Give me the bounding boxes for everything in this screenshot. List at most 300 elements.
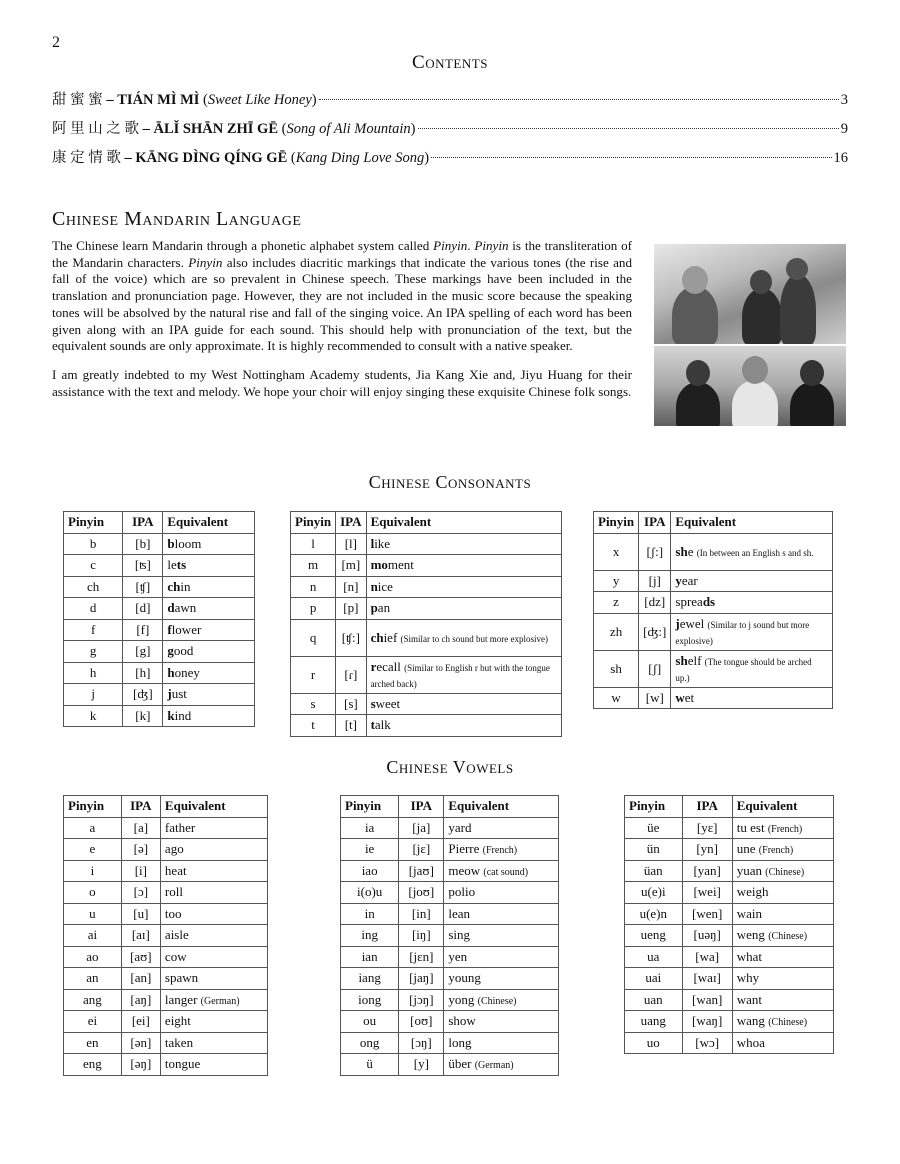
ipa-cell: [waŋ] bbox=[682, 1011, 732, 1033]
equivalent-word: yen bbox=[448, 948, 468, 964]
equivalent-cell bbox=[366, 656, 561, 693]
intro-paragraph-2: I am greatly indebted to my West Nottingham Academy students, Jia Kang Xie and, Jiyu Huang for their assistance with the text and melody. We hope your choir will enjoy singing these exquisite Chinese folk songs. bbox=[52, 366, 632, 399]
equivalent-cell bbox=[732, 968, 833, 990]
equivalent-word: weigh bbox=[736, 884, 769, 900]
table-header-row bbox=[341, 796, 559, 818]
equivalent-rest: ood bbox=[173, 643, 194, 659]
column-header: Pinyin bbox=[594, 512, 639, 534]
equivalent-note: (The tongue should be arched up.) bbox=[675, 656, 812, 683]
equivalent-cell bbox=[366, 576, 561, 598]
pinyin-cell: ou bbox=[341, 1011, 399, 1033]
pinyin-cell: sh bbox=[594, 650, 639, 687]
table-row bbox=[291, 715, 562, 737]
ipa-cell: [uəŋ] bbox=[682, 925, 732, 947]
equivalent-rest: oney bbox=[174, 664, 200, 680]
toc-chinese: 阿 里 山 之 歌 bbox=[52, 121, 139, 137]
ipa-cell: [ʃ:] bbox=[639, 533, 671, 570]
toc-page: 16 bbox=[833, 150, 848, 166]
ipa-cell: [ei] bbox=[121, 1011, 160, 1033]
consonants-table-1 bbox=[63, 511, 255, 727]
pinyin-cell: q bbox=[291, 619, 336, 656]
table-row bbox=[64, 1032, 268, 1054]
text-run: . bbox=[467, 238, 475, 253]
equivalent-word: want bbox=[736, 991, 763, 1007]
equivalent-cell bbox=[444, 946, 559, 968]
equivalent-note: (German) bbox=[474, 1060, 514, 1072]
photo-head bbox=[682, 266, 708, 294]
ipa-cell: [əŋ] bbox=[121, 1054, 160, 1076]
equivalent-cell bbox=[732, 817, 833, 839]
equivalent-word: yard bbox=[448, 819, 472, 835]
equivalent-cell bbox=[732, 860, 833, 882]
pinyin-cell: üan bbox=[625, 860, 683, 882]
equivalent-bold: j bbox=[675, 615, 680, 631]
ipa-cell: [ə] bbox=[121, 839, 160, 861]
equivalent-note: (Chinese) bbox=[765, 866, 805, 878]
equivalent-rest: ice bbox=[377, 578, 393, 594]
ipa-cell: [f] bbox=[123, 619, 163, 641]
equivalent-word: cow bbox=[164, 948, 187, 964]
consonants-title: Chinese Consonants bbox=[368, 472, 532, 492]
equivalent-rest: ewel bbox=[679, 615, 705, 631]
equivalent-bold: d bbox=[167, 600, 175, 616]
toc-leader bbox=[418, 128, 839, 129]
equivalent-word: father bbox=[164, 819, 196, 835]
pinyin-cell: ua bbox=[625, 946, 683, 968]
equivalent-cell bbox=[444, 817, 559, 839]
equivalent-bold: ch bbox=[370, 629, 384, 645]
ipa-cell: [ɔ] bbox=[121, 882, 160, 904]
pinyin-cell: en bbox=[64, 1032, 122, 1054]
equivalent-cell bbox=[160, 860, 267, 882]
ipa-cell: [ɔŋ] bbox=[399, 1032, 444, 1054]
column-header: IPA bbox=[336, 512, 366, 534]
intro-paragraph-1 bbox=[52, 238, 632, 355]
pinyin-cell: uang bbox=[625, 1011, 683, 1033]
equivalent-cell bbox=[160, 903, 267, 925]
table-row bbox=[64, 555, 255, 577]
toc-page: 9 bbox=[840, 121, 848, 137]
table-row bbox=[291, 656, 562, 693]
equivalent-cell bbox=[160, 946, 267, 968]
pinyin-cell: ong bbox=[341, 1032, 399, 1054]
ipa-cell: [an] bbox=[121, 968, 160, 990]
pinyin-cell: uan bbox=[625, 989, 683, 1011]
equivalent-cell bbox=[671, 650, 833, 687]
equivalent-cell bbox=[732, 925, 833, 947]
table-header-row bbox=[625, 796, 834, 818]
pinyin-cell: l bbox=[291, 533, 336, 555]
table-row bbox=[594, 613, 833, 650]
toc-entry-title: 甜 蜜 蜜 – TIÁN MÌ MÌ (Sweet Like Honey) bbox=[52, 92, 317, 108]
table-row bbox=[64, 533, 255, 555]
equivalent-note: (French) bbox=[767, 823, 803, 835]
column-header: Pinyin bbox=[64, 796, 122, 818]
intro-text bbox=[52, 238, 632, 412]
table-header-row bbox=[594, 512, 833, 534]
equivalent-bold: mo bbox=[370, 557, 388, 573]
toc-english: Song of Ali Mountain bbox=[286, 121, 411, 137]
equivalent-cell bbox=[444, 1032, 559, 1054]
table-row bbox=[64, 705, 255, 727]
toc-entry-title: 阿 里 山 之 歌 – ĀLǏ SHĀN ZHĪ GĒ (Song of Ali Mountain) bbox=[52, 121, 416, 137]
toc-page: 3 bbox=[840, 92, 848, 108]
ipa-cell: [ja] bbox=[399, 817, 444, 839]
table-row bbox=[291, 576, 562, 598]
pinyin-cell: u(e)n bbox=[625, 903, 683, 925]
table-row bbox=[625, 1032, 834, 1054]
equivalent-word: aisle bbox=[164, 927, 189, 943]
ipa-cell: [ʦ] bbox=[123, 555, 163, 577]
table-header-row bbox=[64, 512, 255, 534]
table-row bbox=[291, 555, 562, 577]
column-header: Pinyin bbox=[291, 512, 336, 534]
equivalent-rest: sprea bbox=[675, 594, 703, 610]
table-row bbox=[341, 1054, 559, 1076]
equivalent-cell bbox=[366, 619, 561, 656]
equivalent-cell bbox=[163, 576, 255, 598]
equivalent-bold: f bbox=[167, 621, 172, 637]
equivalent-rest: lower bbox=[171, 621, 202, 637]
consonants-table-3 bbox=[593, 511, 833, 709]
equivalent-bold: n bbox=[370, 578, 378, 594]
pinyin-cell: y bbox=[594, 570, 639, 592]
page-number: 2 bbox=[52, 34, 60, 51]
pinyin-cell: a bbox=[64, 817, 122, 839]
equivalent-cell bbox=[163, 684, 255, 706]
photo-head bbox=[686, 360, 710, 386]
equivalent-rest: ief bbox=[383, 629, 398, 645]
ipa-cell: [joʊ] bbox=[399, 882, 444, 904]
equivalent-cell bbox=[366, 715, 561, 737]
pinyin-cell: ai bbox=[64, 925, 122, 947]
table-row bbox=[625, 1011, 834, 1033]
equivalent-cell bbox=[671, 533, 833, 570]
pinyin-cell: c bbox=[64, 555, 123, 577]
equivalent-word: what bbox=[736, 948, 763, 964]
pinyin-cell: p bbox=[291, 598, 336, 620]
equivalent-bold: sh bbox=[675, 543, 688, 559]
table-row bbox=[341, 860, 559, 882]
equivalent-note: (cat sound) bbox=[483, 866, 529, 878]
pinyin-cell: uo bbox=[625, 1032, 683, 1054]
pinyin-cell: s bbox=[291, 693, 336, 715]
table-row bbox=[64, 968, 268, 990]
pinyin-cell: iong bbox=[341, 989, 399, 1011]
equivalent-cell bbox=[160, 839, 267, 861]
pinyin-cell: eng bbox=[64, 1054, 122, 1076]
column-header: Equivalent bbox=[160, 796, 267, 818]
equivalent-note: (Similar to English r but with the tongue arched back) bbox=[370, 662, 550, 689]
pinyin-cell: n bbox=[291, 576, 336, 598]
equivalent-rest: in bbox=[180, 578, 191, 594]
pinyin-cell: an bbox=[64, 968, 122, 990]
ipa-cell: [w] bbox=[639, 687, 671, 709]
pinyin-cell: w bbox=[594, 687, 639, 709]
equivalent-word: eight bbox=[164, 1013, 191, 1029]
equivalent-word: meow bbox=[448, 862, 481, 878]
table-row bbox=[291, 598, 562, 620]
table-row bbox=[64, 619, 255, 641]
equivalent-cell bbox=[160, 1032, 267, 1054]
ipa-cell: [d] bbox=[123, 598, 163, 620]
equivalent-cell bbox=[163, 598, 255, 620]
pinyin-cell: j bbox=[64, 684, 123, 706]
toc-entry-title: 康 定 情 歌 – KĀNG DÌNG QÍNG GĒ (Kang Ding Love Song) bbox=[52, 150, 430, 166]
photo-figure bbox=[732, 380, 778, 426]
toc-english: Sweet Like Honey bbox=[207, 92, 312, 108]
equivalent-note: (French) bbox=[482, 845, 518, 857]
equivalent-note: (Chinese) bbox=[477, 995, 517, 1007]
equivalent-cell bbox=[160, 1054, 267, 1076]
table-row bbox=[64, 662, 255, 684]
ipa-cell: [yɛ] bbox=[682, 817, 732, 839]
ipa-cell: [iŋ] bbox=[399, 925, 444, 947]
equivalent-word: yuan bbox=[736, 862, 763, 878]
toc-entry[interactable] bbox=[52, 146, 848, 175]
pinyin-cell: iang bbox=[341, 968, 399, 990]
photo-head bbox=[786, 258, 808, 280]
photo-head bbox=[742, 356, 768, 384]
toc-pinyin: KĀNG DÌNG QÍNG GĒ bbox=[135, 150, 288, 166]
ipa-cell: [y] bbox=[399, 1054, 444, 1076]
contents-title: Contents bbox=[412, 52, 488, 73]
equivalent-bold: k bbox=[167, 707, 175, 723]
toc-english: Kang Ding Love Song bbox=[295, 150, 425, 166]
ipa-cell: [yan] bbox=[682, 860, 732, 882]
equivalent-bold: b bbox=[167, 535, 175, 551]
pinyin-cell: ie bbox=[341, 839, 399, 861]
photo-figure bbox=[676, 382, 720, 426]
table-of-contents bbox=[52, 88, 848, 175]
pinyin-cell: t bbox=[291, 715, 336, 737]
column-header: Equivalent bbox=[444, 796, 559, 818]
table-row bbox=[625, 817, 834, 839]
consonants-table-2 bbox=[290, 511, 562, 737]
ipa-cell: [jɛn] bbox=[399, 946, 444, 968]
equivalent-bold: w bbox=[675, 689, 685, 705]
equivalent-rest: loom bbox=[174, 535, 202, 551]
pinyin-cell: ang bbox=[64, 989, 122, 1011]
ipa-cell: [wei] bbox=[682, 882, 732, 904]
column-header: Equivalent bbox=[366, 512, 561, 534]
column-header: Equivalent bbox=[671, 512, 833, 534]
equivalent-cell bbox=[163, 619, 255, 641]
table-row bbox=[64, 817, 268, 839]
vowels-table-2 bbox=[340, 795, 559, 1076]
equivalent-bold: p bbox=[370, 600, 378, 616]
toc-leader bbox=[319, 99, 839, 100]
table-row bbox=[625, 968, 834, 990]
equivalent-bold: ch bbox=[167, 578, 181, 594]
equivalent-rest: elf bbox=[687, 652, 702, 668]
equivalent-cell bbox=[732, 903, 833, 925]
table-row bbox=[64, 860, 268, 882]
column-header: Pinyin bbox=[64, 512, 123, 534]
table-row bbox=[341, 817, 559, 839]
equivalent-bold: g bbox=[167, 643, 174, 659]
table-row bbox=[594, 687, 833, 709]
pinyin-cell: o bbox=[64, 882, 122, 904]
equivalent-cell bbox=[444, 925, 559, 947]
pinyin-cell: i bbox=[64, 860, 122, 882]
equivalent-bold: ds bbox=[702, 594, 716, 610]
ipa-cell: [jaʊ] bbox=[399, 860, 444, 882]
ipa-cell: [t] bbox=[336, 715, 366, 737]
equivalent-cell bbox=[444, 989, 559, 1011]
equivalent-cell bbox=[163, 662, 255, 684]
equivalent-bold: sh bbox=[675, 652, 688, 668]
equivalent-cell bbox=[160, 989, 267, 1011]
pinyin-cell: iao bbox=[341, 860, 399, 882]
text-run: The Chinese learn Mandarin through a phonetic alphabet system called bbox=[52, 238, 434, 253]
equivalent-bold: ts bbox=[176, 557, 187, 573]
equivalent-cell bbox=[163, 533, 255, 555]
text-run-italic: Pinyin bbox=[188, 254, 223, 270]
equivalent-word: tu est bbox=[736, 819, 765, 835]
language-section-title: Chinese Mandarin Language bbox=[52, 208, 302, 230]
equivalent-cell bbox=[163, 555, 255, 577]
equivalent-word: une bbox=[736, 841, 756, 857]
table-header-row bbox=[64, 796, 268, 818]
table-row bbox=[291, 619, 562, 656]
equivalent-cell bbox=[444, 882, 559, 904]
ipa-cell: [ʧ:] bbox=[336, 619, 366, 656]
text-run-italic: Pinyin bbox=[433, 238, 468, 253]
table-row bbox=[625, 860, 834, 882]
vowels-title: Chinese Vowels bbox=[386, 757, 514, 777]
photo-figure bbox=[780, 274, 816, 344]
vowels-table-1 bbox=[63, 795, 268, 1076]
pinyin-cell: f bbox=[64, 619, 123, 641]
equivalent-word: long bbox=[448, 1034, 472, 1050]
pinyin-cell: r bbox=[291, 656, 336, 693]
equivalent-cell bbox=[671, 570, 833, 592]
equivalent-cell bbox=[160, 925, 267, 947]
table-row bbox=[341, 882, 559, 904]
equivalent-rest: et bbox=[684, 689, 695, 705]
table-row bbox=[594, 650, 833, 687]
table-row bbox=[625, 925, 834, 947]
equivalent-word: young bbox=[448, 970, 481, 986]
toc-chinese: 甜 蜜 蜜 bbox=[52, 92, 103, 108]
ipa-cell: [s] bbox=[336, 693, 366, 715]
toc-entry[interactable] bbox=[52, 117, 848, 146]
ipa-cell: [a] bbox=[121, 817, 160, 839]
table-row bbox=[341, 989, 559, 1011]
ipa-cell: [dz] bbox=[639, 592, 671, 614]
ipa-cell: [jɔŋ] bbox=[399, 989, 444, 1011]
equivalent-cell bbox=[732, 882, 833, 904]
pinyin-cell: üe bbox=[625, 817, 683, 839]
pinyin-cell: ao bbox=[64, 946, 122, 968]
table-row bbox=[341, 1032, 559, 1054]
ipa-cell: [in] bbox=[399, 903, 444, 925]
toc-entry[interactable] bbox=[52, 88, 848, 117]
equivalent-word: langer bbox=[164, 991, 198, 1007]
equivalent-cell bbox=[671, 613, 833, 650]
equivalent-cell bbox=[671, 687, 833, 709]
ipa-cell: [yn] bbox=[682, 839, 732, 861]
equivalent-cell bbox=[366, 598, 561, 620]
ipa-cell: [u] bbox=[121, 903, 160, 925]
table-row bbox=[594, 533, 833, 570]
equivalent-rest: an bbox=[377, 600, 391, 616]
ipa-cell: [h] bbox=[123, 662, 163, 684]
ipa-cell: [m] bbox=[336, 555, 366, 577]
equivalent-rest: ear bbox=[681, 572, 698, 588]
column-header: Equivalent bbox=[732, 796, 833, 818]
equivalent-cell bbox=[444, 903, 559, 925]
equivalent-rest: e bbox=[687, 543, 694, 559]
table-row bbox=[341, 968, 559, 990]
equivalent-word: heat bbox=[164, 862, 187, 878]
equivalent-cell bbox=[444, 860, 559, 882]
text-run: also includes diacritic markings that indicate the various tones (the rise and fall of the voice) which are so prevalent in Chinese speech. These markings have been included in the translation and pronunciation page. However, they are not included in the music score because the speaking tones will be absolved by the natural rise and fall of the singing voice. An IPA spelling of each word has been given along with an IPA guide for each sound. This should help with pronunciation of the text, but the equivalent sounds are only approximate. It is highly recommended to consult with a native speaker. bbox=[52, 254, 632, 354]
ipa-cell: [k] bbox=[123, 705, 163, 727]
ipa-cell: [ʃ] bbox=[639, 650, 671, 687]
photo-figure bbox=[790, 382, 834, 426]
equivalent-rest: ust bbox=[171, 686, 187, 702]
column-header: IPA bbox=[639, 512, 671, 534]
equivalent-note: (In between an English s and sh. bbox=[696, 547, 814, 558]
column-header: Pinyin bbox=[625, 796, 683, 818]
equivalent-word: wain bbox=[736, 905, 763, 921]
pinyin-cell: ch bbox=[64, 576, 123, 598]
ipa-cell: [wa] bbox=[682, 946, 732, 968]
equivalent-cell bbox=[732, 1032, 833, 1054]
pinyin-cell: b bbox=[64, 533, 123, 555]
table-row bbox=[64, 903, 268, 925]
equivalent-word: Pierre bbox=[448, 841, 480, 857]
pinyin-cell: ian bbox=[341, 946, 399, 968]
pinyin-cell: in bbox=[341, 903, 399, 925]
equivalent-word: spawn bbox=[164, 970, 199, 986]
ipa-cell: [wen] bbox=[682, 903, 732, 925]
table-row bbox=[64, 925, 268, 947]
ipa-cell: [ʧ] bbox=[123, 576, 163, 598]
equivalent-note: (French) bbox=[758, 845, 794, 857]
equivalent-note: (Chinese) bbox=[768, 931, 808, 943]
toc-pinyin: TIÁN MÌ MÌ bbox=[117, 92, 200, 108]
ipa-cell: [aŋ] bbox=[121, 989, 160, 1011]
table-row bbox=[341, 839, 559, 861]
pinyin-cell: d bbox=[64, 598, 123, 620]
pinyin-cell: u(e)i bbox=[625, 882, 683, 904]
table-row bbox=[291, 693, 562, 715]
table-row bbox=[64, 598, 255, 620]
pinyin-cell: u bbox=[64, 903, 122, 925]
pinyin-cell: ing bbox=[341, 925, 399, 947]
equivalent-cell bbox=[444, 968, 559, 990]
equivalent-word: weng bbox=[736, 927, 765, 943]
equivalent-bold: j bbox=[167, 686, 172, 702]
toc-leader bbox=[431, 157, 831, 158]
ipa-cell: [aʊ] bbox=[121, 946, 160, 968]
equivalent-note: (Chinese) bbox=[768, 1017, 808, 1029]
pinyin-cell: m bbox=[291, 555, 336, 577]
pinyin-cell: zh bbox=[594, 613, 639, 650]
table-row bbox=[625, 946, 834, 968]
ipa-cell: [wɔ] bbox=[682, 1032, 732, 1054]
pinyin-cell: i(o)u bbox=[341, 882, 399, 904]
toc-chinese: 康 定 情 歌 bbox=[52, 150, 121, 166]
table-row bbox=[625, 989, 834, 1011]
column-header: Equivalent bbox=[163, 512, 255, 534]
photo-head bbox=[800, 360, 824, 386]
equivalent-cell bbox=[444, 1011, 559, 1033]
equivalent-word: über bbox=[448, 1056, 472, 1072]
